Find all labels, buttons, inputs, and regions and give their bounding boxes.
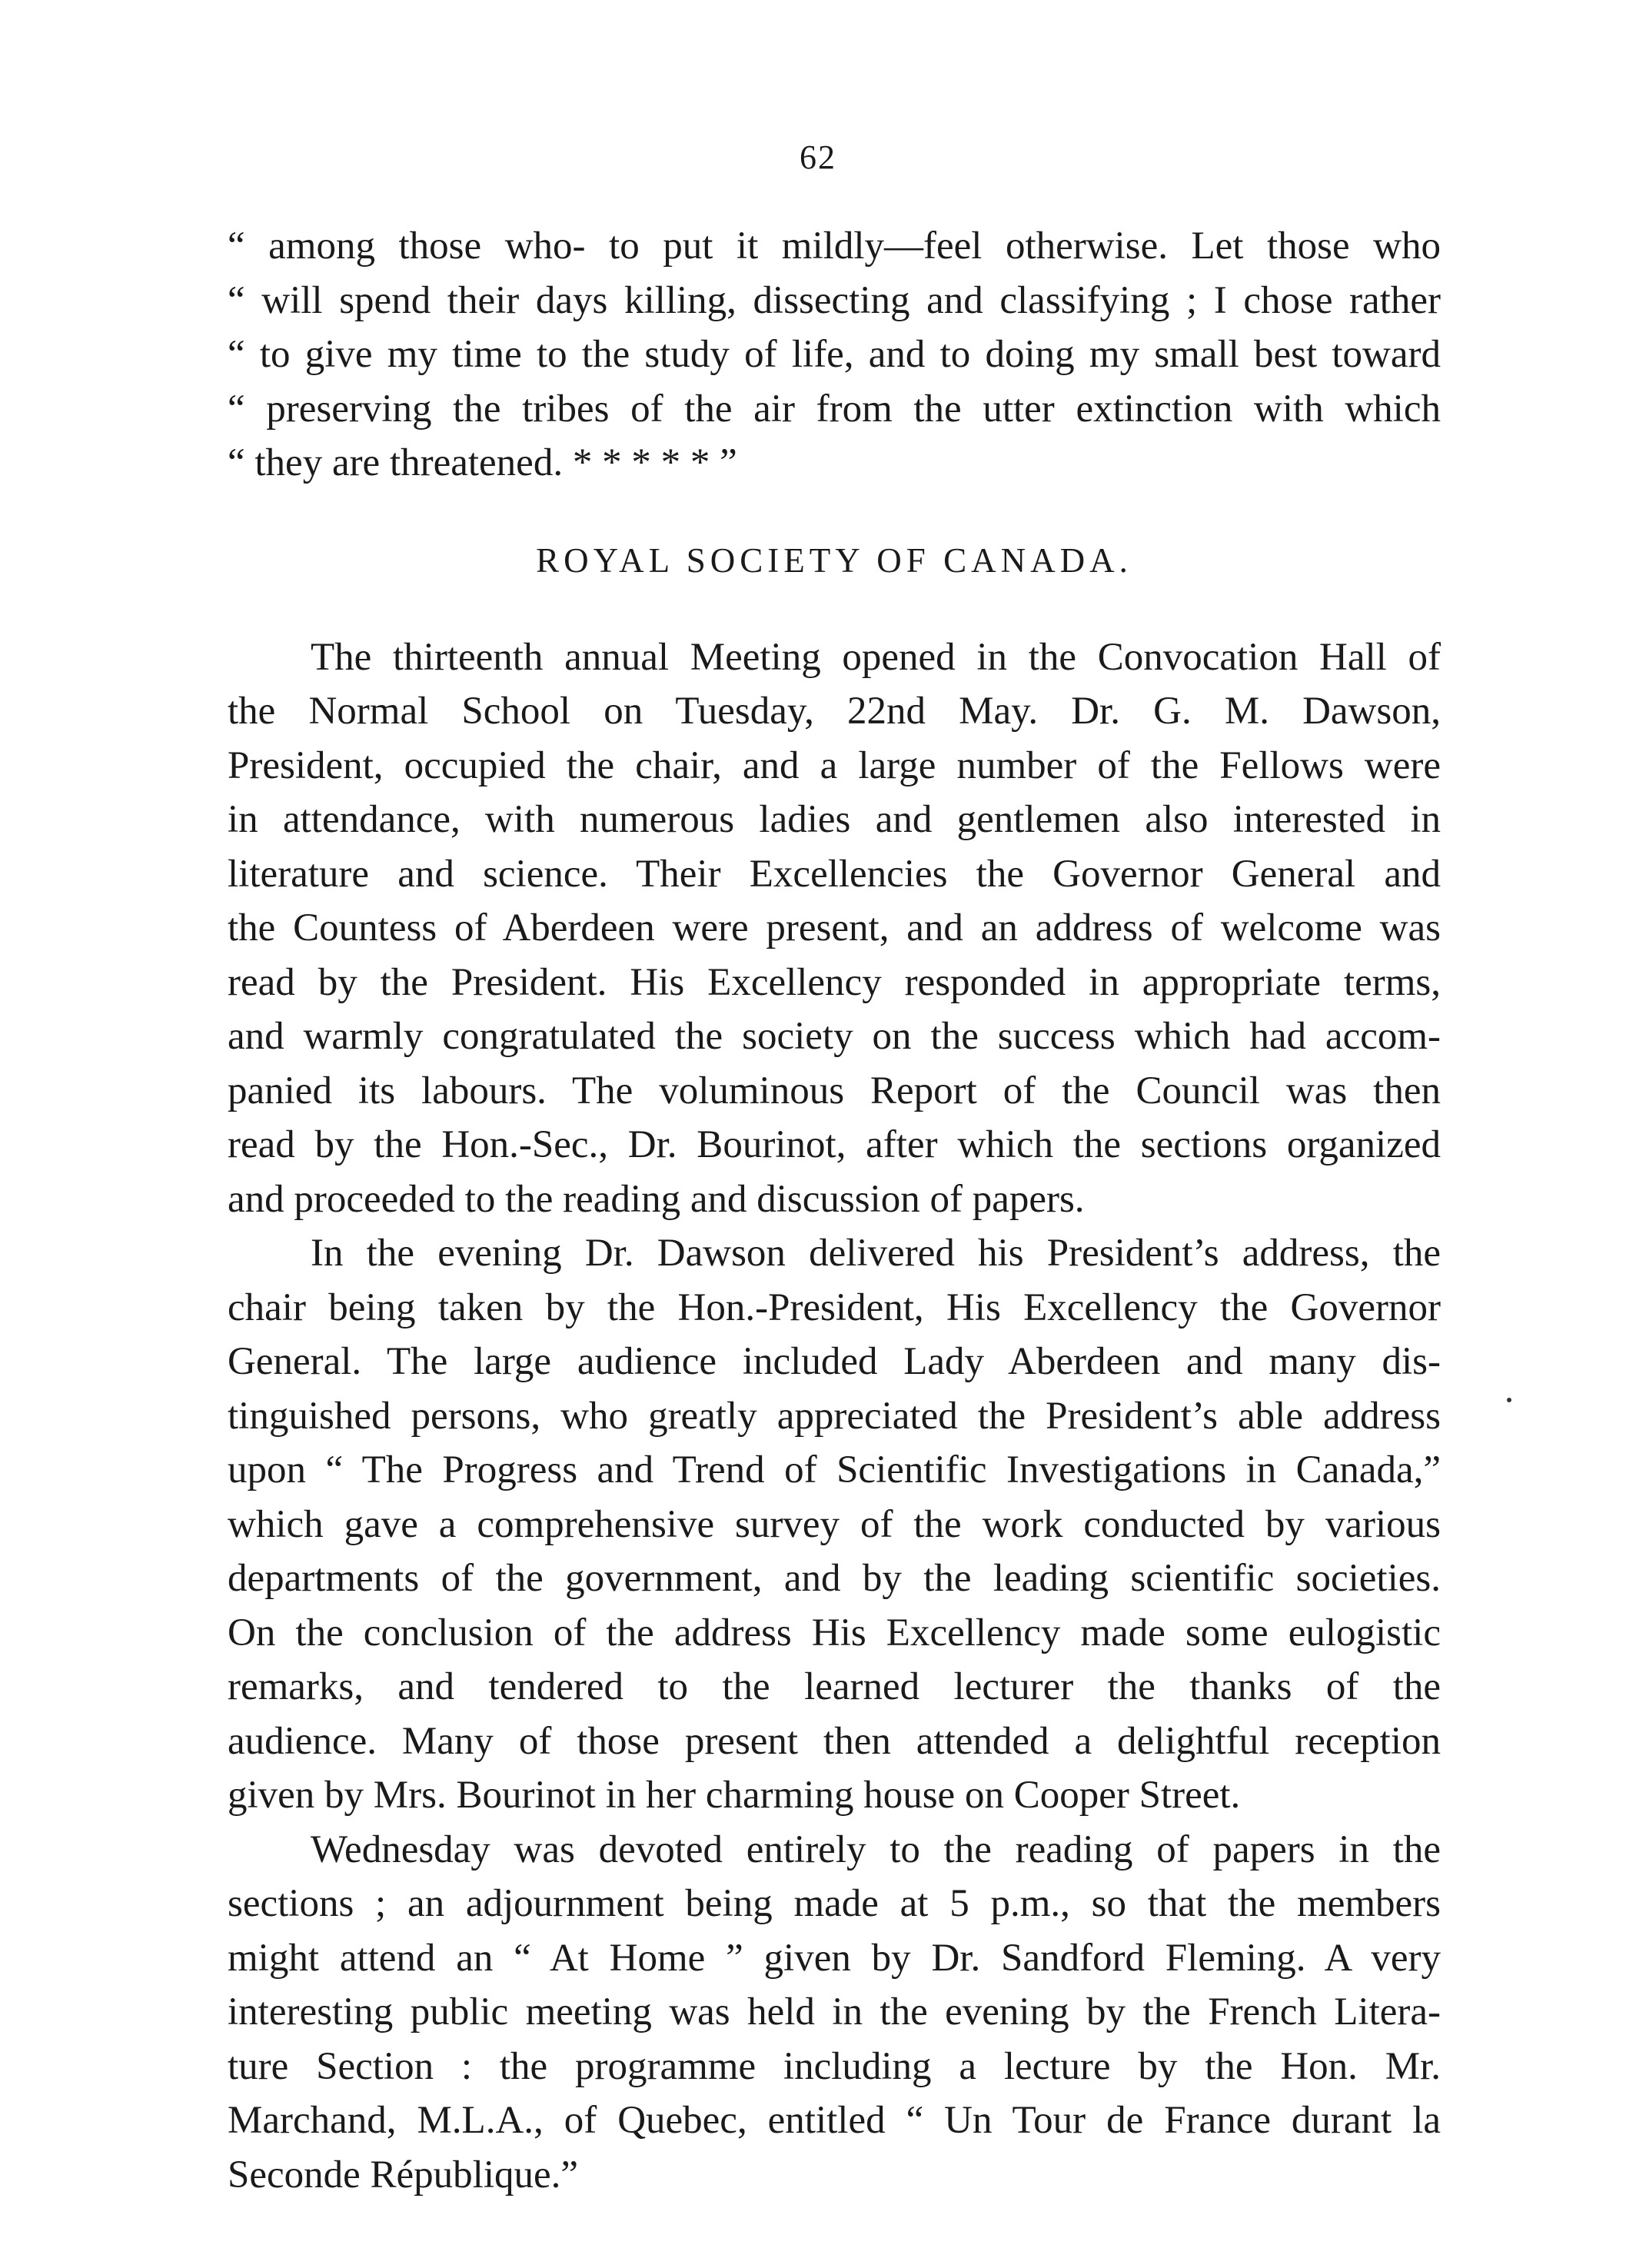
quote-line: “ preserving the tribes of the air from the utter extinction with which bbox=[228, 387, 1441, 431]
paragraph-line: read by the President. His Excellency responded in appropriate terms, bbox=[228, 960, 1441, 1004]
paragraph-1 bbox=[228, 630, 1441, 1227]
paragraph-line: ture Section : the programme including a lecture by the Hon. Mr. bbox=[228, 2044, 1441, 2088]
paragraph-line: chair being taken by the Hon.-President, His Excellency the Governor bbox=[228, 1285, 1441, 1329]
paragraph-line: General. The large audience included Lady Aberdeen and many dis- bbox=[228, 1340, 1441, 1383]
paragraph-line: read by the Hon.-Sec., Dr. Bourinot, after which the sections organized bbox=[228, 1123, 1441, 1166]
paragraph-line: audience. Many of those present then attended a delightful reception bbox=[228, 1719, 1441, 1763]
paragraph-line: in attendance, with numerous ladies and gentlemen also interested in bbox=[228, 798, 1441, 841]
paragraph-line: upon “ The Progress and Trend of Scientific Investigations in Canada,” bbox=[228, 1448, 1441, 1491]
paragraph-line: In the evening Dr. Dawson delivered his President’s address, the bbox=[311, 1232, 1441, 1275]
paragraph-line: and proceeded to the reading and discussion of papers. bbox=[228, 1177, 1085, 1221]
page-body bbox=[228, 219, 1441, 2202]
quote-line: “ among those who- to put it mildly—feel otherwise. Let those who bbox=[228, 224, 1441, 268]
quote-line: “ to give my time to the study of life, and to doing my small best toward bbox=[228, 333, 1441, 376]
paragraph-line: given by Mrs. Bourinot in her charming house on Cooper Street. bbox=[228, 1774, 1241, 1817]
paragraph-line: Seconde République.” bbox=[228, 2153, 579, 2197]
paragraph-line: departments of the government, and by the leading scientific societies. bbox=[228, 1557, 1441, 1600]
paragraph-line: and warmly congratulated the society on the success which had accom- bbox=[228, 1015, 1441, 1058]
paragraph-line: President, occupied the chair, and a large number of the Fellows were bbox=[228, 743, 1441, 787]
paragraph-line: Wednesday was devoted entirely to the reading of papers in the bbox=[311, 1827, 1441, 1871]
paragraph-line: remarks, and tendered to the learned lecturer the thanks of the bbox=[228, 1665, 1441, 1708]
paragraph-line: might attend an “ At Home ” given by Dr. Sandford Fleming. A very bbox=[228, 1936, 1441, 1980]
quote-line: “ will spend their days killing, dissecting and classifying ; I chose rather bbox=[228, 278, 1441, 322]
paragraph-line: which gave a comprehensive survey of the work conducted by various bbox=[228, 1502, 1441, 1546]
paragraph-2 bbox=[228, 1226, 1441, 1823]
margin-speck bbox=[1507, 1398, 1511, 1402]
paragraph-line: literature and science. Their Excellencies the Governor General and bbox=[228, 852, 1441, 896]
quotation-block bbox=[228, 219, 1441, 491]
section-heading: ROYAL SOCIETY OF CANADA. bbox=[536, 540, 1132, 580]
paragraph-line: Marchand, M.L.A., of Quebec, entitled “ Un Tour de France durant la bbox=[228, 2099, 1441, 2142]
paragraph-line: On the conclusion of the address His Excellency made some eulogistic bbox=[228, 1611, 1441, 1654]
quote-line: “ they are threatened. * * * * * ” bbox=[228, 441, 737, 484]
paragraph-line: sections ; an adjournment being made at 5 p.m., so that the members bbox=[228, 1882, 1441, 1925]
paragraph-3 bbox=[228, 1823, 1441, 2203]
paragraph-line: tinguished persons, who greatly appreciated the President’s able address bbox=[228, 1394, 1441, 1438]
paragraph-line: the Normal School on Tuesday, 22nd May. Dr. G. M. Dawson, bbox=[228, 690, 1441, 733]
paragraph-line: The thirteenth annual Meeting opened in the Convocation Hall of bbox=[311, 635, 1441, 679]
paragraph-line: the Countess of Aberdeen were present, and an address of welcome was bbox=[228, 906, 1441, 949]
paragraph-line: panied its labours. The voluminous Report of the Council was then bbox=[228, 1069, 1441, 1112]
page-number: 62 bbox=[800, 138, 836, 176]
paragraph-line: interesting public meeting was held in the evening by the French Litera- bbox=[228, 1990, 1441, 2034]
